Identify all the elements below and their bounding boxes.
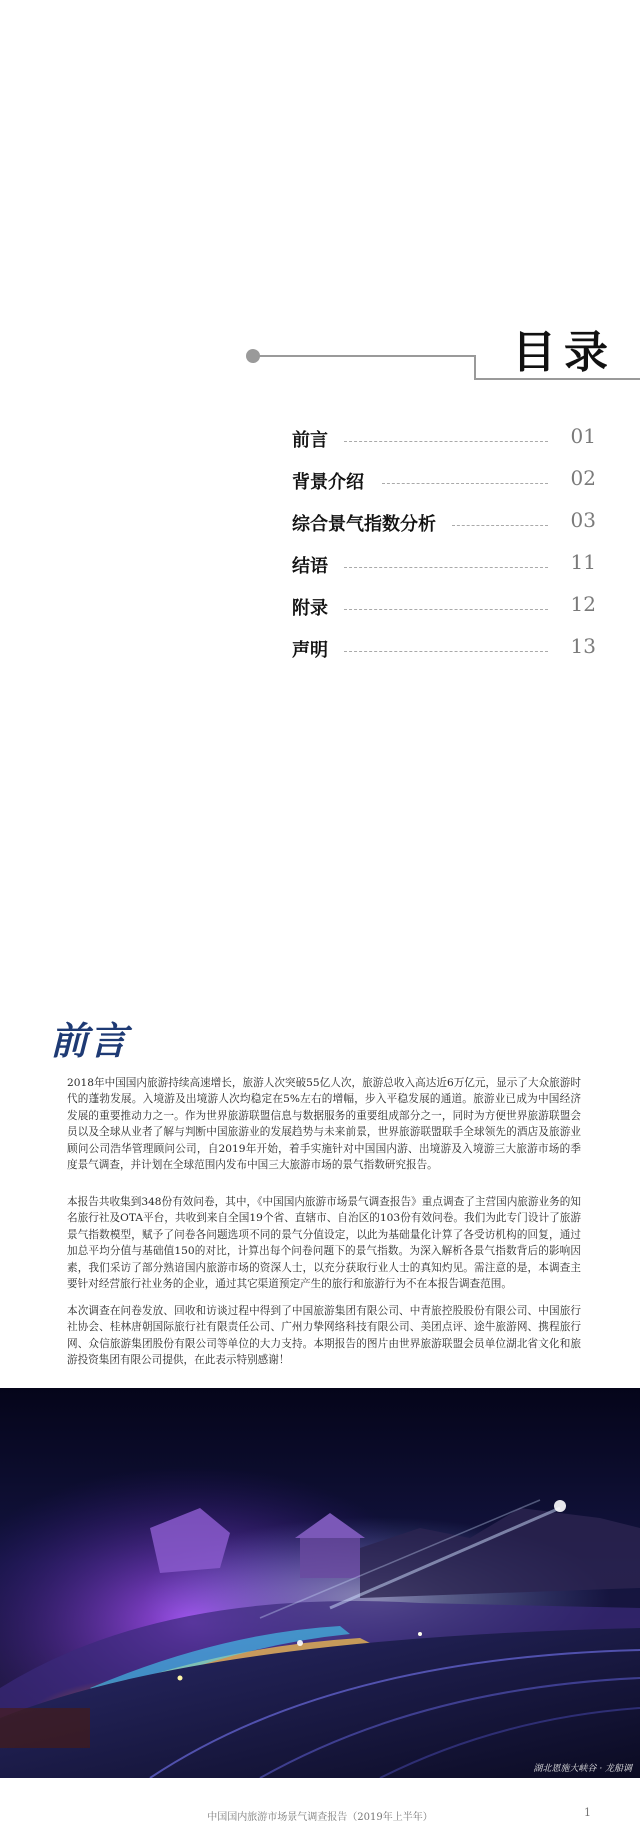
toc-entry-appendix[interactable] <box>292 594 596 624</box>
toc-entry-conclusion[interactable] <box>292 552 596 582</box>
photo-caption: 湖北恩施大峡谷 · 龙船调 <box>533 1764 632 1774</box>
toc-leader <box>344 609 548 610</box>
toc-divider-line-right <box>474 378 640 380</box>
foreword-paragraph-1: 2018年中国国内旅游持续高速增长，旅游人次突破55亿人次，旅游总收入高达近6万亿元，显示了大众旅游时代的蓬勃发展。入境游及出境游人次均稳定在5%左右的增幅，步入平稳发展的通道。旅游业已成为中国经济发展的重要推动力之一。作为世界旅游联盟信息与数据服务的重要组成部分之一，同时为方便世界旅游联盟会员以及全球从业者了解与判断中国旅游业的发展趋势与未来前景，世界旅游联盟联手全球领先的酒店及旅游业顾问公司浩华管理顾问公司，自2019年开始，着手实施针对中国国内游、出境游及入境游三大旅游市场的季度景气调查，并计划在全球范围内发布中国三大旅游市场的景气指数研究报告。 <box>67 1077 581 1172</box>
foreword-paragraph-2: 本报告共收集到348份有效问卷，其中，《中国国内旅游市场景气调查报告》重点调查了主营国内旅游业务的知名旅行社及OTA平台，共收到来自全国19个省、直辖市、自治区的103份有效问卷。我们为此专门设计了旅游景气指数模型，赋予了问卷各问题选项不同的景气分值设定，以此为基础量化计算了各受访机构的回复，通过加总平均分值与基础值150的对比，计算出每个问卷问题下的景气指数。为深入解析各景气指数背后的影响因素，我们采访了部分熟谙国内旅游市场的资深人士，以充分获取行业人士的真知灼见。需注意的是，本调查主要针对经营旅行社业务的企业，通过其它渠道预定产生的旅行和旅游行为不在本报告调查范围。 <box>67 1196 581 1291</box>
toc-entry-label: 前言 <box>292 430 328 451</box>
toc-title: 目录 <box>512 327 616 378</box>
page-number: 1 <box>584 1806 591 1819</box>
toc-entry-foreword[interactable] <box>292 426 596 456</box>
toc-entry-page: 03 <box>570 508 596 532</box>
toc-entry-label: 结语 <box>292 556 328 577</box>
toc-entry-page: 11 <box>570 550 596 574</box>
toc-leader <box>344 651 548 652</box>
toc-divider-dot <box>246 349 260 363</box>
toc-entry-label: 声明 <box>292 640 328 661</box>
toc-entry-page: 13 <box>570 634 596 658</box>
page-footer-title: 中国国内旅游市场景气调查报告（2019年上半年） <box>207 1812 433 1823</box>
toc-divider-line <box>250 355 476 357</box>
toc-entry-index-analysis[interactable] <box>292 510 596 540</box>
toc-divider-bend <box>474 355 476 380</box>
toc-leader <box>452 525 548 526</box>
toc-leader <box>344 567 548 568</box>
performance-photo <box>0 1388 640 1778</box>
toc-leader <box>382 483 548 484</box>
toc-entry-background[interactable] <box>292 468 596 498</box>
toc-entry-page: 12 <box>570 592 596 616</box>
toc-entry-label: 附录 <box>292 598 328 619</box>
toc-entry-statement[interactable] <box>292 636 596 666</box>
toc-entry-label: 综合景气指数分析 <box>292 514 436 535</box>
toc-entry-label: 背景介绍 <box>292 472 364 493</box>
performance-photo-illustration <box>0 1388 640 1778</box>
toc-leader <box>344 441 548 442</box>
foreword-paragraph-3: 本次调查在问卷发放、回收和访谈过程中得到了中国旅游集团有限公司、中青旅控股股份有限公司、中国旅行社协会、桂林唐朝国际旅行社有限责任公司、广州力挚网络科技有限公司、美团点评、途牛旅游网、携程旅行网、众信旅游集团股份有限公司等单位的大力支持。本期报告的图片由世界旅游联盟会员单位湖北省文化和旅游投资集团有限公司提供，在此表示特别感谢！ <box>67 1305 581 1367</box>
toc-entry-page: 01 <box>570 424 596 448</box>
foreword-heading: 前言 <box>50 1019 129 1063</box>
toc-entry-page: 02 <box>570 466 596 490</box>
